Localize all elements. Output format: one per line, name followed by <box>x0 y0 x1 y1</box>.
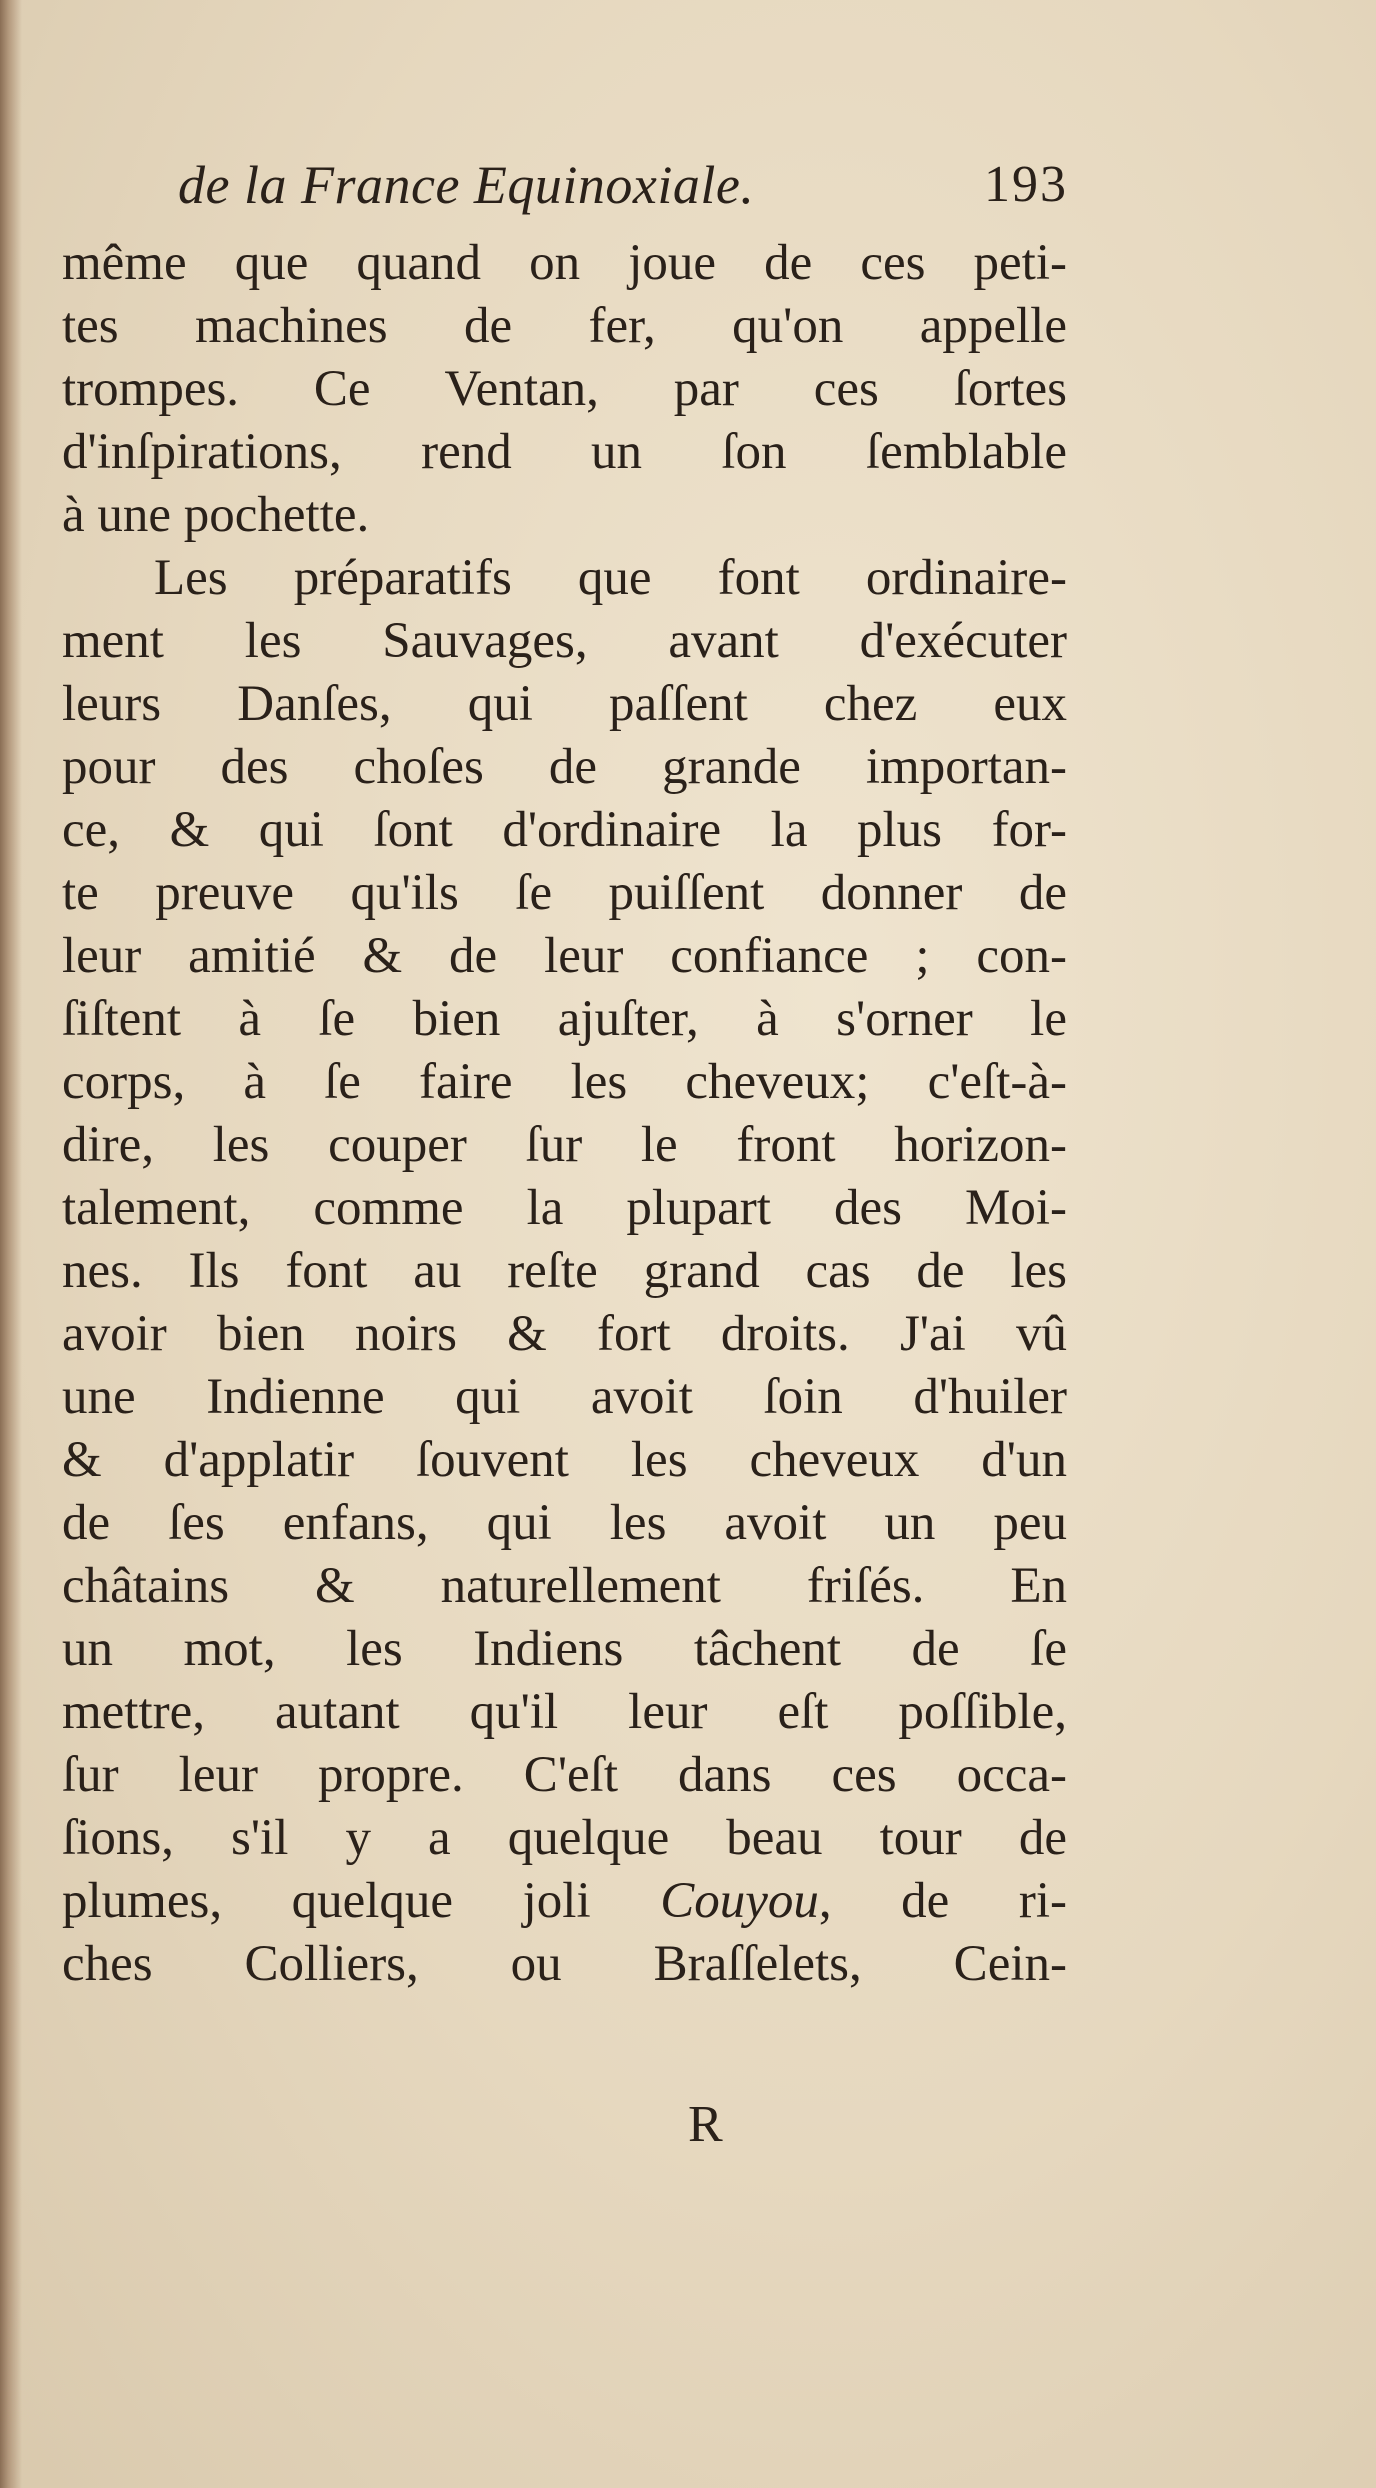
page-binding-edge <box>0 0 22 2488</box>
text-line: te preuve qu'ils ſe puiſſent donner de <box>62 865 1067 921</box>
text-line: même que quand on joue de ces peti- <box>62 235 1067 291</box>
text-line: un mot, les Indiens tâchent de ſe <box>62 1621 1067 1677</box>
text-line: mettre, autant qu'il leur eſt poſſible, <box>62 1684 1067 1740</box>
text-line: Les préparatifs que font ordinaire- <box>154 550 1067 606</box>
text-line: corps, à ſe faire les cheveux; c'eſt-à- <box>62 1054 1067 1110</box>
text-line: nes. Ils font au reſte grand cas de les <box>62 1243 1067 1299</box>
page-number: 193 <box>984 156 1068 213</box>
text-line: dire, les couper ſur le front horizon- <box>62 1117 1067 1173</box>
text-line: d'inſpirations, rend un ſon ſemblable <box>62 424 1067 480</box>
text-line: trompes. Ce Ventan, par ces ſortes <box>62 361 1067 417</box>
text-line: leur amitié & de leur confiance ; con- <box>62 928 1067 984</box>
running-title: de la France Equinoxiale. <box>178 155 755 215</box>
body-text <box>62 232 1067 1996</box>
text-line: ce, & qui ſont d'ordinaire la plus for- <box>62 802 1067 858</box>
text-line: leurs Danſes, qui paſſent chez eux <box>62 676 1067 732</box>
page-header <box>178 150 1068 220</box>
text-line <box>62 1870 1067 1933</box>
text-line: ſions, s'il y a quelque beau tour de <box>62 1810 1067 1866</box>
text-segment: , de ri- <box>818 1873 1067 1929</box>
italic-word: Couyou <box>660 1873 819 1929</box>
text-line: avoir bien noirs & fort droits. J'ai vû <box>62 1306 1067 1362</box>
text-line: tes machines de fer, qu'on appelle <box>62 298 1067 354</box>
text-line: à une pochette. <box>62 487 370 543</box>
text-line: une Indienne qui avoit ſoin d'huiler <box>62 1369 1067 1425</box>
text-line: de ſes enfans, qui les avoit un peu <box>62 1495 1067 1551</box>
signature-mark: R <box>688 2096 723 2153</box>
text-line: châtains & naturellement friſés. En <box>62 1558 1067 1614</box>
text-line: pour des choſes de grande importan- <box>62 739 1067 795</box>
text-line: ment les Sauvages, avant d'exécuter <box>62 613 1067 669</box>
text-line: ſur leur propre. C'eſt dans ces occa- <box>62 1747 1067 1803</box>
text-segment: plumes, quelque joli <box>62 1873 661 1929</box>
text-line: ches Colliers, ou Braſſelets, Cein- <box>62 1936 1067 1992</box>
text-line: & d'applatir ſouvent les cheveux d'un <box>62 1432 1067 1488</box>
text-line: talement, comme la plupart des Moi- <box>62 1180 1067 1236</box>
text-line: ſiſtent à ſe bien ajuſter, à s'orner le <box>62 991 1067 1047</box>
